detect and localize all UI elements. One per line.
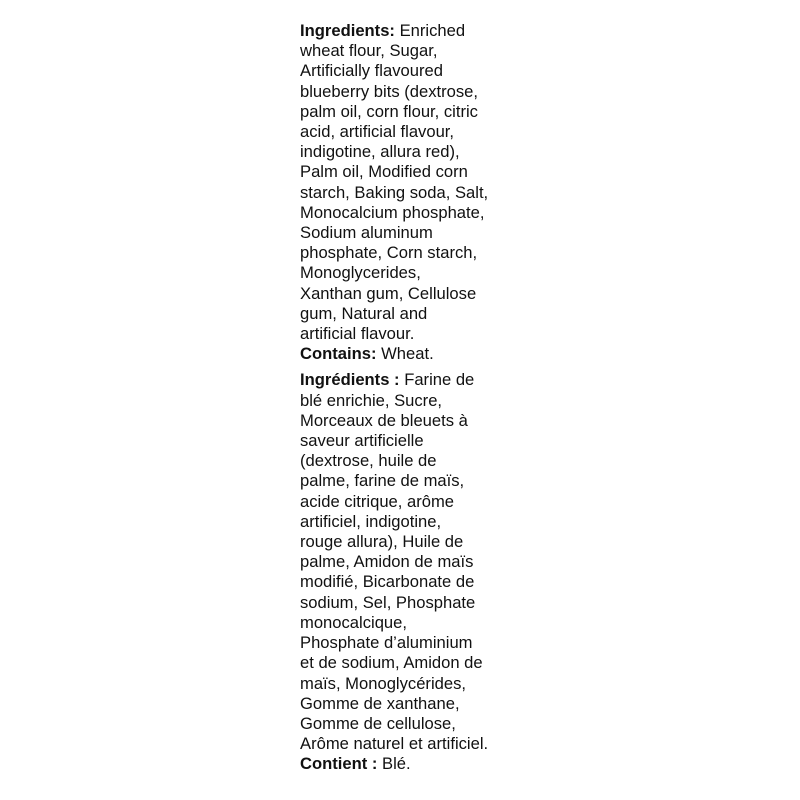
french-ingredient-line: Gomme de cellulose, <box>300 713 456 733</box>
french-ingredient-line: rouge allura), Huile de <box>300 532 464 552</box>
english-ingredient-line: Artificially flavoured <box>300 61 443 81</box>
english-ingredient-line: wheat flour, Sugar, <box>300 41 438 61</box>
french-ingredient-line: et de sodium, Amidon de <box>300 653 483 673</box>
french-ingredient-line: Morceaux de bleuets à <box>300 410 468 430</box>
english-ingredient-line: phosphate, Corn starch, <box>300 243 478 263</box>
english-ingredient-line: palm oil, corn flour, citric <box>300 101 478 121</box>
english-ingredient-line: starch, Baking soda, Salt, <box>300 182 489 202</box>
french-ingredient-line: acide citrique, arôme <box>300 491 455 511</box>
english-ingredient-line: indigotine, allura red), <box>300 142 460 162</box>
english-first-line <box>300 21 510 41</box>
french-ingredient-line: modifié, Bicarbonate de <box>300 572 475 592</box>
french-ingredient-line: (dextrose, huile de <box>300 451 437 471</box>
french-ingredient-line: palme, Amidon de maïs <box>300 552 474 572</box>
french-ingredient-line: blé enrichie, Sucre, <box>300 390 443 410</box>
french-ingredient-line: Gomme de xanthane, <box>300 693 460 713</box>
french-ingredient-line: Phosphate d’aluminium <box>300 633 473 653</box>
english-ingredient-line: Sodium aluminum <box>300 223 433 243</box>
french-ingredients-heading: Ingrédients : <box>300 370 400 390</box>
french-ingredient-line: monocalcique, <box>300 612 408 632</box>
french-ingredient-line: saveur artificielle <box>300 431 424 451</box>
french-ingredient-line: Arôme naturel et artificiel. <box>300 734 489 754</box>
english-ingredient-line: Xanthan gum, Cellulose <box>300 283 477 303</box>
french-contains-heading: Contient : <box>300 754 378 774</box>
french-ingredient-line: artificiel, indigotine, <box>300 511 442 531</box>
english-ingredient-line: Monoglycerides, <box>300 263 421 283</box>
english-ingredient-line: Palm oil, Modified corn <box>300 162 468 182</box>
english-ingredient-line: blueberry bits (dextrose, <box>300 81 479 101</box>
ingredient-label <box>300 21 510 775</box>
french-ingredient-line: Farine de <box>399 370 475 390</box>
english-ingredient-line: Monocalcium phosphate, <box>300 202 485 222</box>
english-ingredients-block <box>300 21 510 364</box>
english-contains-value: Wheat. <box>376 344 434 364</box>
english-ingredient-line: artificial flavour. <box>300 324 415 344</box>
english-ingredients-heading: Ingredients: <box>300 21 395 40</box>
french-first-line <box>300 370 510 390</box>
french-ingredient-line: palme, farine de maïs, <box>300 471 465 491</box>
french-ingredient-line: maïs, Monoglycérides, <box>300 673 467 693</box>
french-ingredients-block <box>300 370 510 774</box>
french-contains-line <box>300 754 510 774</box>
english-ingredient-line: gum, Natural and <box>300 303 428 323</box>
english-ingredient-line: Enriched <box>394 21 466 40</box>
french-ingredient-line: sodium, Sel, Phosphate <box>300 592 476 612</box>
french-contains-value: Blé. <box>377 754 411 774</box>
english-ingredient-line: acid, artificial flavour, <box>300 122 455 142</box>
english-contains-line <box>300 344 510 364</box>
english-contains-heading: Contains: <box>300 344 377 364</box>
